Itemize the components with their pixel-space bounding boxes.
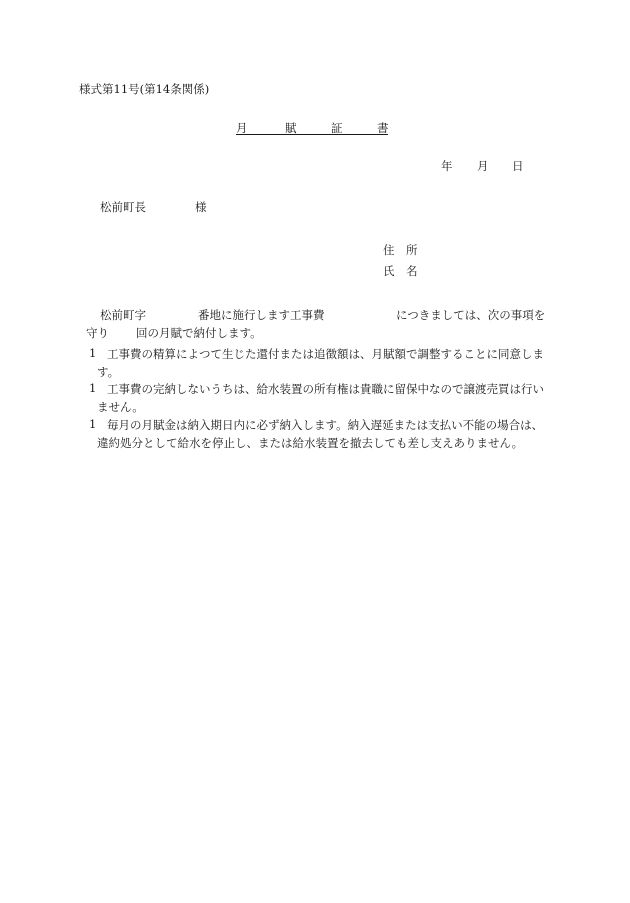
date-day: 日 xyxy=(512,159,524,173)
list-item-text: ません。 xyxy=(97,400,144,414)
statement-part: 守り xyxy=(86,326,109,340)
statement-part: につきましては、次の事項を xyxy=(396,308,546,322)
list-item-text: 工事費の精算によつて生じた還付または追徴額は、月賦額で調整することに同意しま xyxy=(107,347,544,361)
title-char: 証 xyxy=(331,121,343,135)
statement-part: 番地に施行します工事費 xyxy=(198,308,325,322)
title-underline xyxy=(236,134,388,135)
form-number: 様式第11号(第14条関係) xyxy=(79,82,210,96)
statement-part: 松前町字 xyxy=(100,308,146,322)
name-label-char: 名 xyxy=(406,264,418,278)
date-month: 月 xyxy=(477,159,489,173)
addressee-honorific: 様 xyxy=(195,200,207,214)
list-item-text: 毎月の月賦金は納入期日内に必ず納入します。納入遅延または支払い不能の場合は、 xyxy=(107,418,544,432)
list-item-text: 工事費の完納しないうちは、給水装置の所有権は貴職に留保中なので譲渡売買は行い xyxy=(107,382,544,396)
address-label-char: 所 xyxy=(406,243,418,257)
list-bullet: 1 xyxy=(89,417,97,431)
addressee-name: 松前町長 xyxy=(100,200,146,214)
list-item-text: す。 xyxy=(97,365,120,379)
list-bullet: 1 xyxy=(89,381,97,395)
list-item-text: 違約処分として給水を停止し、または給水装置を撤去しても差し支えありません。 xyxy=(97,436,524,450)
title-char: 賦 xyxy=(285,121,297,135)
list-bullet: 1 xyxy=(89,346,97,360)
title-char: 書 xyxy=(377,121,389,135)
date-year: 年 xyxy=(441,159,453,173)
name-label-char: 氏 xyxy=(383,264,395,278)
address-label-char: 住 xyxy=(383,243,395,257)
title-char: 月 xyxy=(236,121,248,135)
statement-part: 回の月賦で納付します。 xyxy=(136,326,262,340)
